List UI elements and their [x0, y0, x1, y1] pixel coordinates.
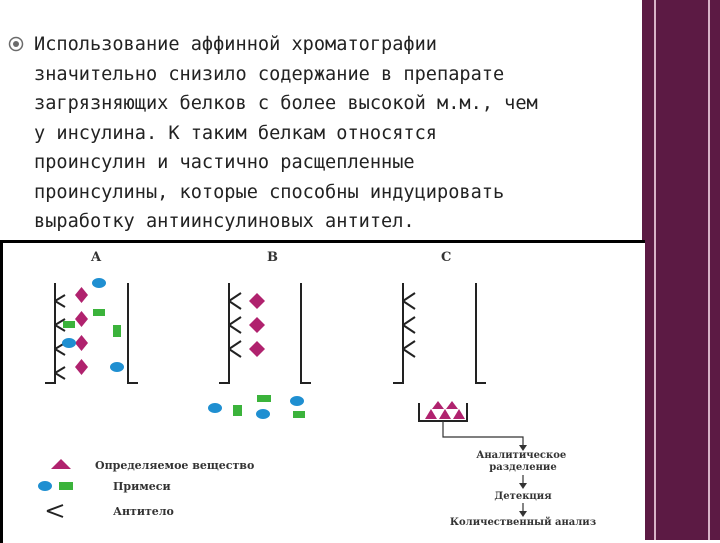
eluted-impurities: [208, 395, 305, 419]
legend-antibody-icon: [47, 505, 63, 517]
panel-label-c: C: [441, 250, 452, 265]
legend-circle-icon: [38, 481, 52, 491]
column-a: [45, 283, 138, 383]
column-b-analytes: [249, 293, 265, 357]
legend-impurity-label: Примеси: [113, 480, 171, 493]
legend-rect-icon: [59, 482, 73, 490]
column-a-impurities: [62, 278, 124, 372]
target-bullet-icon: [8, 36, 24, 52]
flow-step-detection: Детекция: [494, 491, 552, 502]
legend: [38, 459, 254, 518]
legend-analyte-label: Определяемое вещество: [95, 459, 255, 472]
column-c: [393, 283, 486, 383]
chromatography-figure: [0, 240, 645, 543]
panel-label-a: A: [91, 250, 102, 265]
column-b: [219, 283, 311, 383]
figure-svg: [3, 243, 645, 543]
legend-antibody-label: Антитело: [113, 505, 174, 518]
column-a-analytes: [75, 287, 88, 375]
flow-step-quant: Количественный анализ: [449, 517, 597, 528]
slide-body-text: Использование аффинной хроматографии значительно снизило содержание в препарате загрязняющих белков с более высокой м.м., чем у инсулина. К таким белкам относятся проинсулин и частично расщепленные проинсулины, которые способны индуцировать выработку антиинсулиновых антител.: [34, 34, 538, 232]
sidebar-line: [708, 0, 710, 540]
sidebar-line: [654, 0, 656, 540]
flow-step-separation: Аналитическое разделение: [476, 450, 567, 473]
panel-label-b: B: [267, 250, 278, 265]
collection-vessel: [419, 401, 527, 451]
legend-triangle-icon: [51, 459, 71, 469]
